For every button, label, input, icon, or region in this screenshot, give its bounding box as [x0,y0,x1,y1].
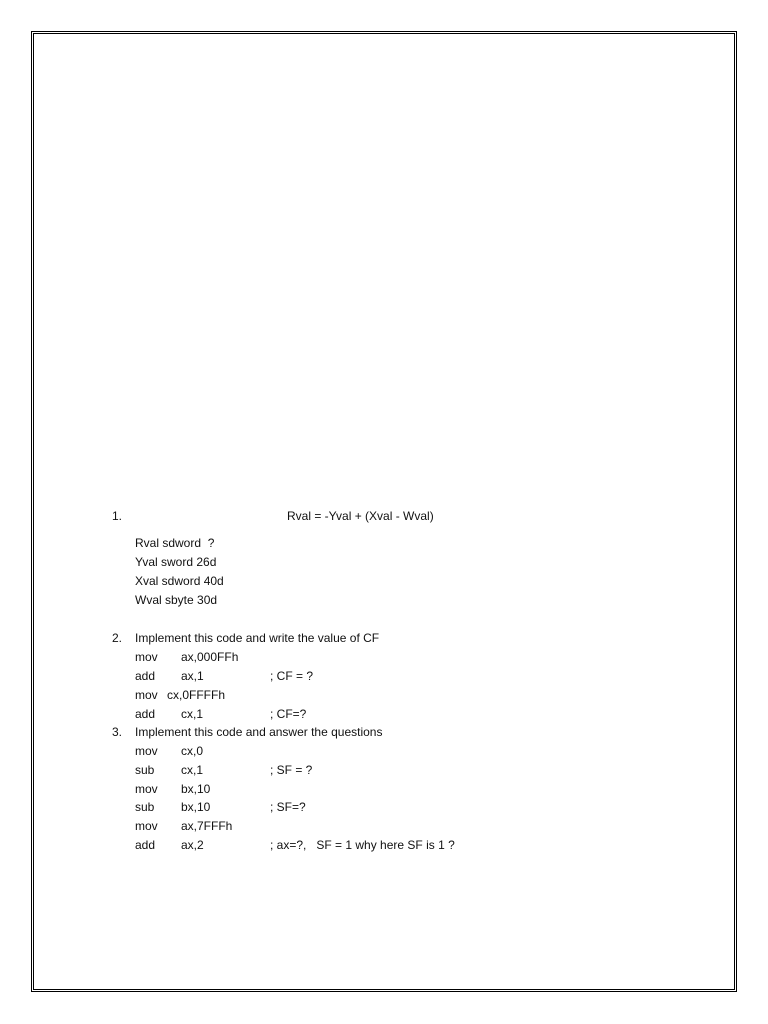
q1-declaration: Rval sdword ? [135,536,215,550]
code-op: mov [135,650,158,664]
q1-declaration: Yval sword 26d [135,555,217,569]
code-comment: ; ax=?, SF = 1 why here SF is 1 ? [270,838,455,852]
code-op: add [135,838,156,852]
code-comment: ; SF=? [270,800,306,814]
code-args: cx,0FFFFh [167,688,226,702]
code-op: add [135,669,156,683]
code-args: cx,0 [181,744,204,758]
code-op: mov [135,782,158,796]
code-op: mov [135,688,158,702]
code-op: sub [135,800,155,814]
code-args: cx,1 [181,707,204,721]
code-args: bx,10 [181,782,211,796]
code-op: mov [135,744,158,758]
q1-formula: Rval = -Yval + (Xval - Wval) [287,509,434,523]
code-args: ax,1 [181,669,204,683]
code-args: bx,10 [181,800,211,814]
code-op: mov [135,819,158,833]
code-comment: ; CF = ? [270,669,314,683]
code-args: cx,1 [181,763,204,777]
code-op: add [135,707,156,721]
q1-declaration: Wval sbyte 30d [135,593,218,607]
code-op: sub [135,763,155,777]
q2-prompt: Implement this code and write the value of CF [135,631,380,645]
q2-number: 2. [112,631,123,645]
q1-number: 1. [112,509,123,523]
code-comment: ; SF = ? [270,763,313,777]
code-args: ax,7FFFh [181,819,233,833]
code-comment: ; CF=? [270,707,307,721]
q1-declaration: Xval sdword 40d [135,574,224,588]
code-args: ax,2 [181,838,204,852]
q3-prompt: Implement this code and answer the questions [135,725,383,739]
q3-number: 3. [112,725,123,739]
code-args: ax,000FFh [181,650,239,664]
